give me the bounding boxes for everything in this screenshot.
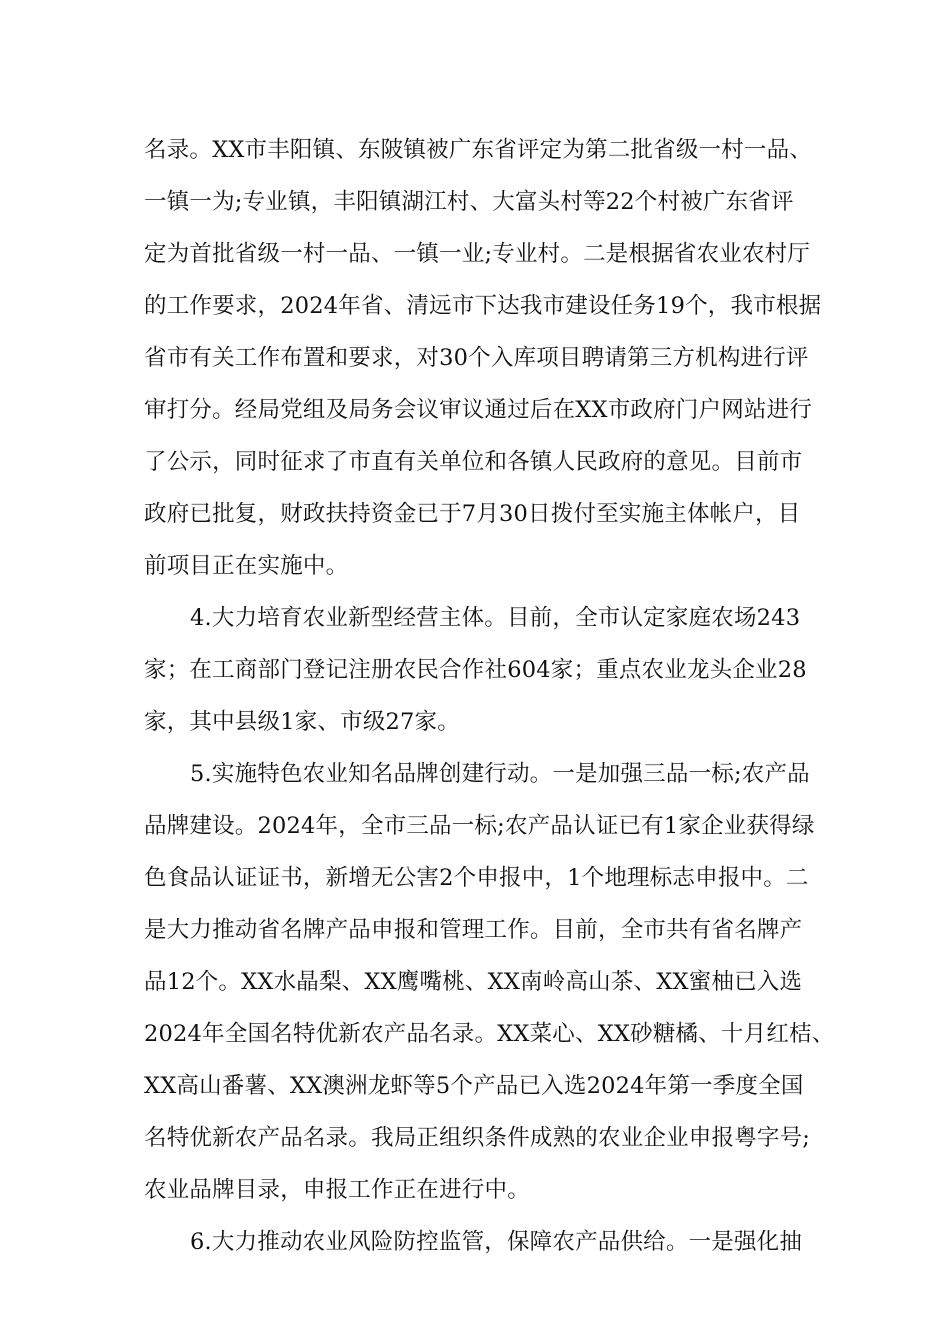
text-line: 的工作要求，2024年省、清远市下达我市建设任务19个，我市根据 bbox=[144, 293, 822, 319]
text-line: 政府已批复，财政扶持资金已于7月30日拨付至实施主体帐户，目 bbox=[144, 501, 801, 527]
text-line: 名录。XX市丰阳镇、东陂镇被广东省评定为第二批省级一村一品、 bbox=[144, 137, 813, 163]
paragraph-4-start: 4.大力培育农业新型经营主体。目前，全市认定家庭农场243 bbox=[190, 605, 801, 631]
text-line: 品12个。XX水晶梨、XX鹰嘴桃、XX南岭高山茶、XX蜜柚已入选 bbox=[144, 969, 803, 995]
text-line: 品牌建设。2024年，全市三品一标;农产品认证已有1家企业获得绿 bbox=[144, 813, 815, 839]
text-line: 家，其中县级1家、市级27家。 bbox=[144, 709, 460, 735]
text-line: 农业品牌目录，申报工作正在进行中。 bbox=[144, 1177, 530, 1203]
text-line: 家；在工商部门登记注册农民合作社604家；重点农业龙头企业28 bbox=[144, 657, 807, 683]
text-line: 省市有关工作布置和要求，对30个入库项目聘请第三方机构进行评 bbox=[144, 345, 809, 371]
text-line: 一镇一为;专业镇，丰阳镇湖江村、大富头村等22个村被广东省评 bbox=[144, 189, 794, 215]
text-line: 前项目正在实施中。 bbox=[144, 553, 349, 579]
paragraph-5-start: 5.实施特色农业知名品牌创建行动。一是加强三品一标;农产品 bbox=[190, 761, 810, 787]
text-line: 是大力推动省名牌产品申报和管理工作。目前，全市共有省名牌产 bbox=[144, 917, 803, 943]
text-line: 定为首批省级一村一品、一镇一业;专业村。二是根据省农业农村厅 bbox=[144, 241, 811, 267]
text-line: 了公示，同时征求了市直有关单位和各镇人民政府的意见。目前市 bbox=[144, 449, 803, 475]
text-line: XX高山番薯、XX澳洲龙虾等5个产品已入选2024年第一季度全国 bbox=[144, 1073, 804, 1099]
text-line: 2024年全国名特优新农产品名录。XX菜心、XX砂糖橘、十月红桔、 bbox=[144, 1021, 835, 1047]
text-line: 审打分。经局党组及局务会议审议通过后在XX市政府门户网站进行 bbox=[144, 397, 813, 423]
text-line: 色食品认证证书，新增无公害2个申报中，1个地理标志申报中。二 bbox=[144, 865, 809, 891]
paragraph-6-start: 6.大力推动农业风险防控监管，保障农产品供给。一是强化抽 bbox=[190, 1229, 803, 1255]
text-line: 名特优新农产品名录。我局正组织条件成熟的农业企业申报粤字号; bbox=[144, 1125, 811, 1151]
